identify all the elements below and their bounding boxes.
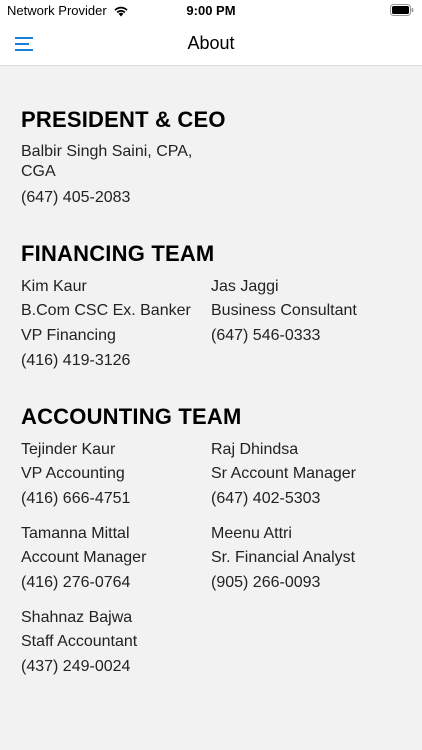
navigation-bar (0, 22, 422, 66)
member-name: Meenu Attri (211, 524, 292, 542)
member-phone[interactable]: (416) 666-4751 (21, 489, 131, 507)
financing-member (21, 275, 211, 374)
status-time: 9:00 PM (186, 3, 236, 18)
member-name: Tejinder Kaur (21, 440, 116, 458)
financing-section (21, 240, 411, 374)
member-role: VP Financing (21, 327, 116, 345)
member-phone[interactable]: (647) 402-5303 (211, 489, 321, 507)
member-phone[interactable]: (416) 276-0764 (21, 574, 131, 592)
member-phone[interactable]: (416) 419-3126 (21, 351, 131, 369)
member-role: Account Manager (21, 549, 147, 567)
member-name: Kim Kaur (21, 277, 87, 295)
section-title-accounting: ACCOUNTING TEAM (21, 403, 242, 429)
accounting-row (21, 606, 411, 680)
about-content (21, 106, 411, 680)
member-role: Sr. Financial Analyst (211, 549, 356, 567)
member-role: VP Accounting (21, 465, 125, 483)
accounting-section (21, 403, 411, 680)
section-title-financing: FINANCING TEAM (21, 240, 215, 266)
accounting-member (211, 438, 401, 512)
accounting-member (21, 522, 211, 596)
page-title: About (187, 33, 235, 53)
president-name (21, 142, 221, 181)
financing-member (211, 275, 401, 374)
member-name: Jas Jaggi (211, 277, 279, 295)
member-phone[interactable]: (437) 249-0024 (21, 658, 131, 676)
accounting-member (21, 438, 211, 512)
financing-grid (21, 275, 411, 374)
accounting-row (21, 438, 411, 512)
member-role: Staff Accountant (21, 633, 138, 651)
accounting-member (21, 606, 211, 680)
member-phone[interactable]: (647) 546-0333 (211, 327, 321, 345)
carrier-label: Network Provider (7, 3, 107, 18)
section-title-president: PRESIDENT & CEO (21, 107, 226, 132)
president-phone[interactable]: (647) 405-2083 (21, 189, 131, 206)
president-name-line2: CGA (21, 162, 56, 180)
member-role: B.Com CSC Ex. Banker (21, 302, 191, 320)
accounting-member (211, 522, 401, 596)
status-bar (0, 0, 422, 22)
president-section (21, 106, 411, 211)
battery-icon (390, 4, 414, 16)
president-name-line1: Balbir Singh Saini, CPA, (21, 143, 193, 160)
member-role: Sr Account Manager (211, 465, 356, 483)
accounting-row (21, 522, 411, 596)
member-name: Shahnaz Bajwa (21, 608, 133, 626)
member-phone[interactable]: (905) 266-0093 (211, 574, 321, 592)
member-name: Raj Dhindsa (211, 440, 299, 458)
member-role: Business Consultant (211, 302, 357, 320)
member-name: Tamanna Mittal (21, 524, 130, 542)
